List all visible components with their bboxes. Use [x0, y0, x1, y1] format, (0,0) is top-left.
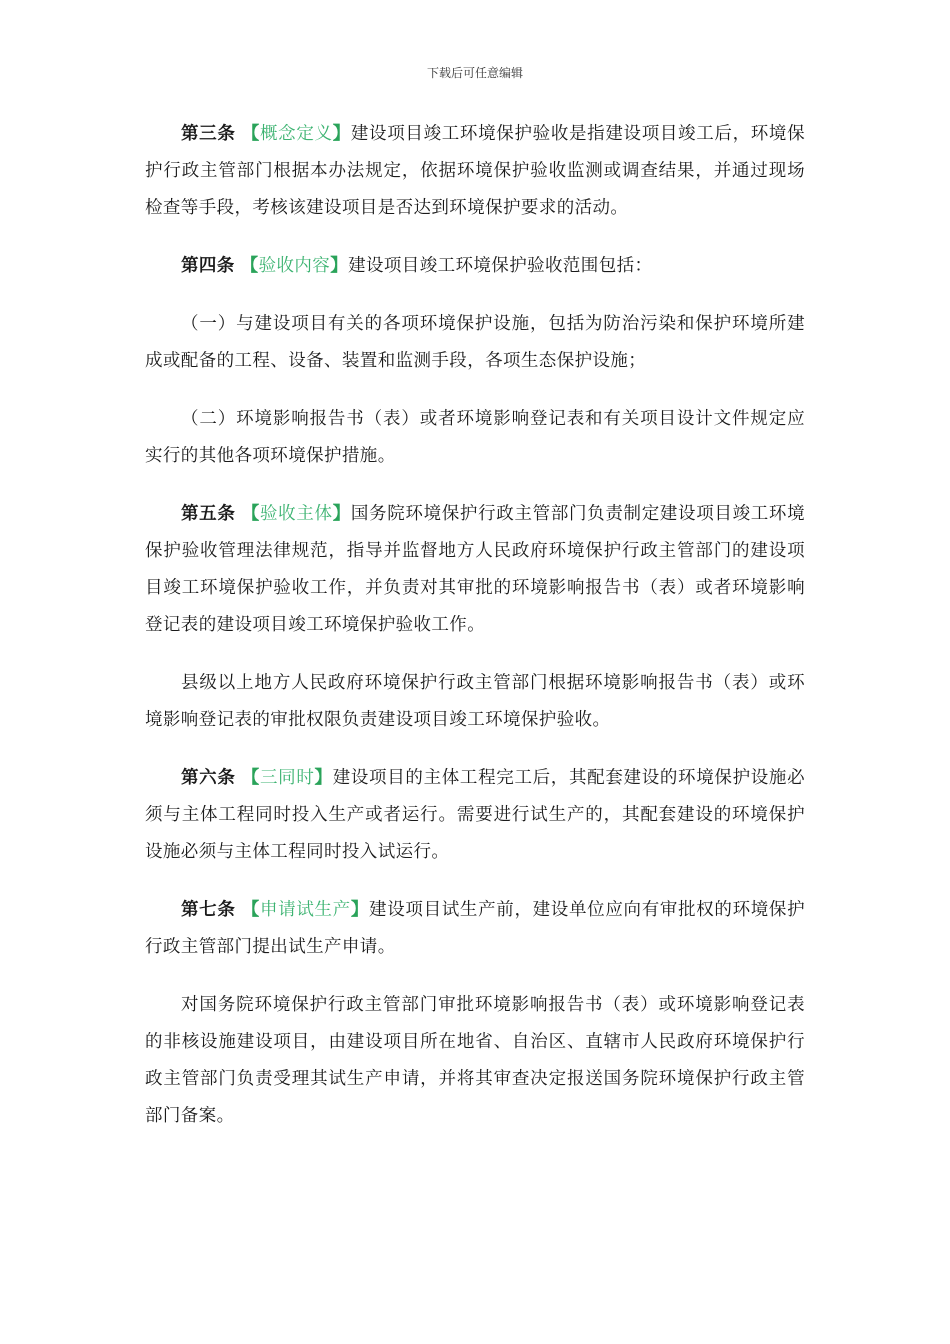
article-tag: 【概念定义】: [241, 124, 351, 144]
paragraph-article-7-cont: [145, 987, 805, 1135]
document-body: [145, 116, 805, 1156]
paragraph-text: 建设项目竣工环境保护验收范围包括：: [348, 256, 653, 276]
paragraph-article-4: [145, 248, 805, 285]
article-tag: 【验收内容】: [240, 256, 349, 276]
paragraph-article-6: [145, 760, 805, 871]
article-number: 第四条: [181, 256, 235, 276]
article-tag: 【申请试生产】: [241, 900, 370, 920]
paragraph-article-5: [145, 496, 805, 644]
article-number: 第三条: [181, 124, 236, 144]
article-number: 第五条: [181, 504, 236, 524]
page-header: 下载后可任意编辑: [426, 66, 523, 80]
paragraph-text: 建设项目竣工环境保护验收是指建设项目竣工后，环境保护行政主管部门根据本办法规定，依据环境保护验收监测或调查结果，并通过现场检查等手段，考核该建设项目是否达到环境保护要求的活动。: [145, 124, 806, 218]
paragraph-item-1: [145, 306, 805, 380]
paragraph-text: 对国务院环境保护行政主管部门审批环境影响报告书（表）或环境影响登记表的非核设施建设项目，由建设项目所在地省、自治区、直辖市人民政府环境保护行政主管部门负责受理其试生产申请，并将其审查决定报送国务院环境保护行政主管部门备案。: [145, 995, 805, 1126]
paragraph-text: 县级以上地方人民政府环境保护行政主管部门根据环境影响报告书（表）或环境影响登记表的审批权限负责建设项目竣工环境保护验收。: [145, 673, 805, 730]
paragraph-article-5-cont: [145, 665, 805, 739]
paragraph-text: （二）环境影响报告书（表）或者环境影响登记表和有关项目设计文件规定应实行的其他各项环境保护措施。: [145, 409, 805, 466]
article-number: 第七条: [181, 900, 236, 920]
paragraph-article-3: [145, 116, 805, 227]
article-tag: 【三同时】: [241, 768, 333, 788]
paragraph-text: 国务院环境保护行政主管部门负责制定建设项目竣工环境保护验收管理法律规范，指导并监督地方人民政府环境保护行政主管部门的建设项目竣工环境保护验收工作，并负责对其审批的环境影响报告书（表）或者环境影响登记表的建设项目竣工环境保护验收工作。: [145, 504, 806, 635]
paragraph-text: 建设项目的主体工程完工后，其配套建设的环境保护设施必须与主体工程同时投入生产或者运行。需要进行试生产的，其配套建设的环境保护设施必须与主体工程同时投入试运行。: [145, 768, 806, 862]
paragraph-text: 建设项目试生产前，建设单位应向有审批权的环境保护行政主管部门提出试生产申请。: [145, 900, 806, 957]
paragraph-item-2: [145, 401, 805, 475]
article-number: 第六条: [181, 768, 236, 788]
paragraph-article-7: [145, 892, 805, 966]
paragraph-text: （一）与建设项目有关的各项环境保护设施，包括为防治污染和保护环境所建成或配备的工程、设备、装置和监测手段，各项生态保护设施；: [145, 314, 805, 371]
article-tag: 【验收主体】: [241, 504, 351, 524]
